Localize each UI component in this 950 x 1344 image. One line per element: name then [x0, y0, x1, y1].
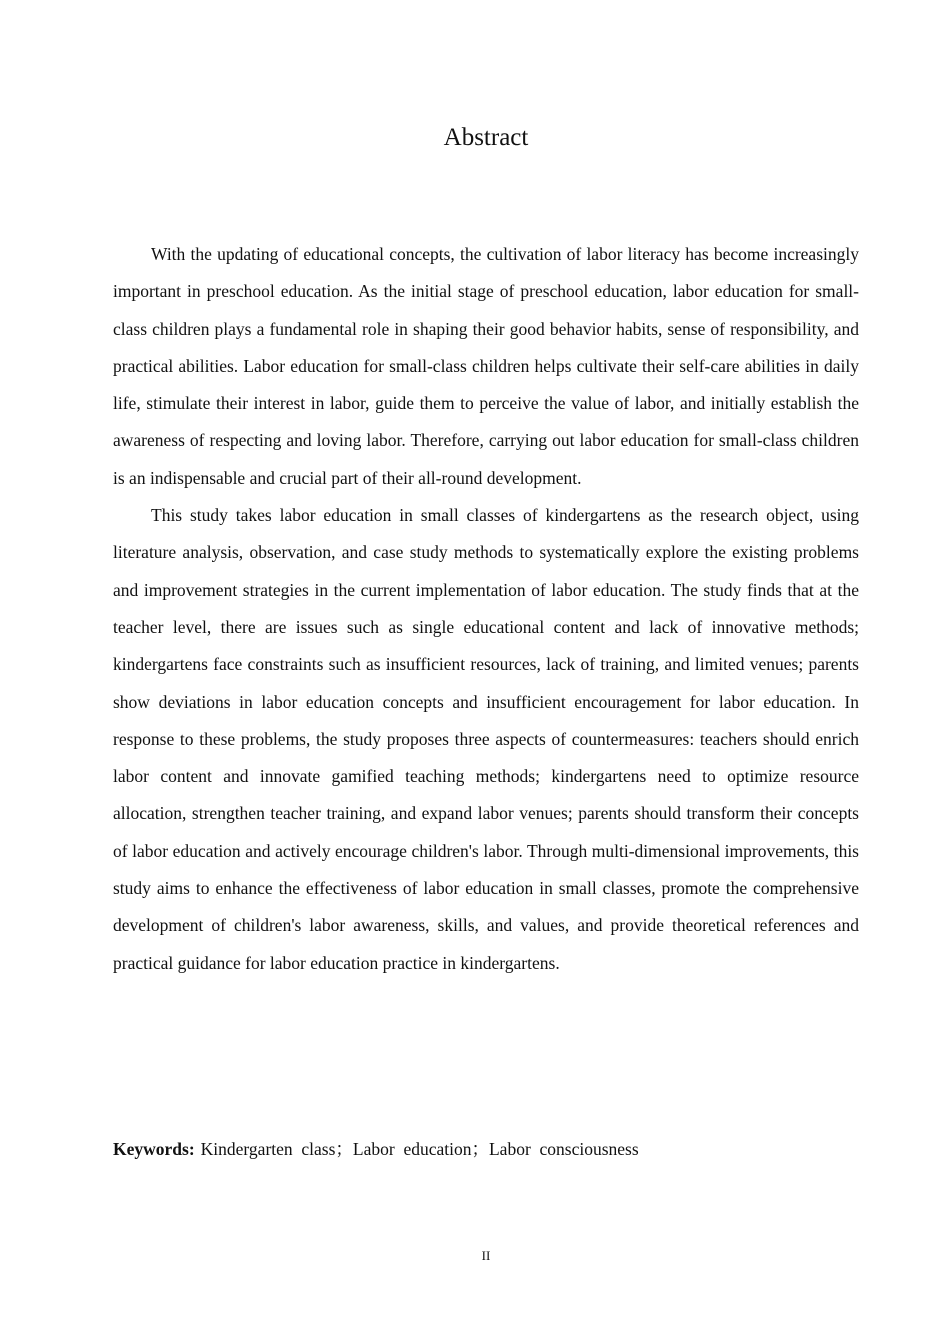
- keywords-text: Kindergarten class；Labor education；Labor consciousness: [200, 1139, 639, 1159]
- abstract-paragraph-2: This study takes labor education in small classes of kindergartens as the research object, using literature analysis, observation, and case study methods to systematically explore the existing problems and improvement strategies in the current implementation of labor education. The study finds that at the teacher level, there are issues such as single educational content and lack of innovative methods; kindergartens face constraints such as insufficient resources, lack of training, and limited venues; parents show deviations in labor education concepts and insufficient encouragement for labor education. In response to these problems, the study proposes three aspects of countermeasures: teachers should enrich labor content and innovate gamified teaching methods; kindergartens need to optimize resource allocation, strengthen teacher training, and expand labor venues; parents should transform their concepts of labor education and actively encourage children's labor. Through multi-dimensional improvements, this study aims to enhance the effectiveness of labor education in small classes, promote the comprehensive development of children's labor awareness, skills, and values, and provide theoretical references and practical guidance for labor education practice in kindergartens.: [113, 505, 859, 973]
- abstract-paragraph-1: With the updating of educational concepts, the cultivation of labor literacy has become increasingly important in preschool education. As the initial stage of preschool education, labor education for small-class children plays a fundamental role in shaping their good behavior habits, sense of responsibility, and practical abilities. Labor education for small-class children helps cultivate their self-care abilities in daily life, stimulate their interest in labor, guide them to perceive the value of labor, and initially establish the awareness of respecting and loving labor. Therefore, carrying out labor education for small-class children is an indispensable and crucial part of their all-round development.: [113, 244, 859, 488]
- keywords-line: [113, 1131, 859, 1167]
- keywords-label: Keywords:: [113, 1139, 195, 1159]
- abstract-title: Abstract: [443, 124, 529, 151]
- abstract-body: [113, 236, 859, 982]
- page-number: II: [481, 1248, 491, 1263]
